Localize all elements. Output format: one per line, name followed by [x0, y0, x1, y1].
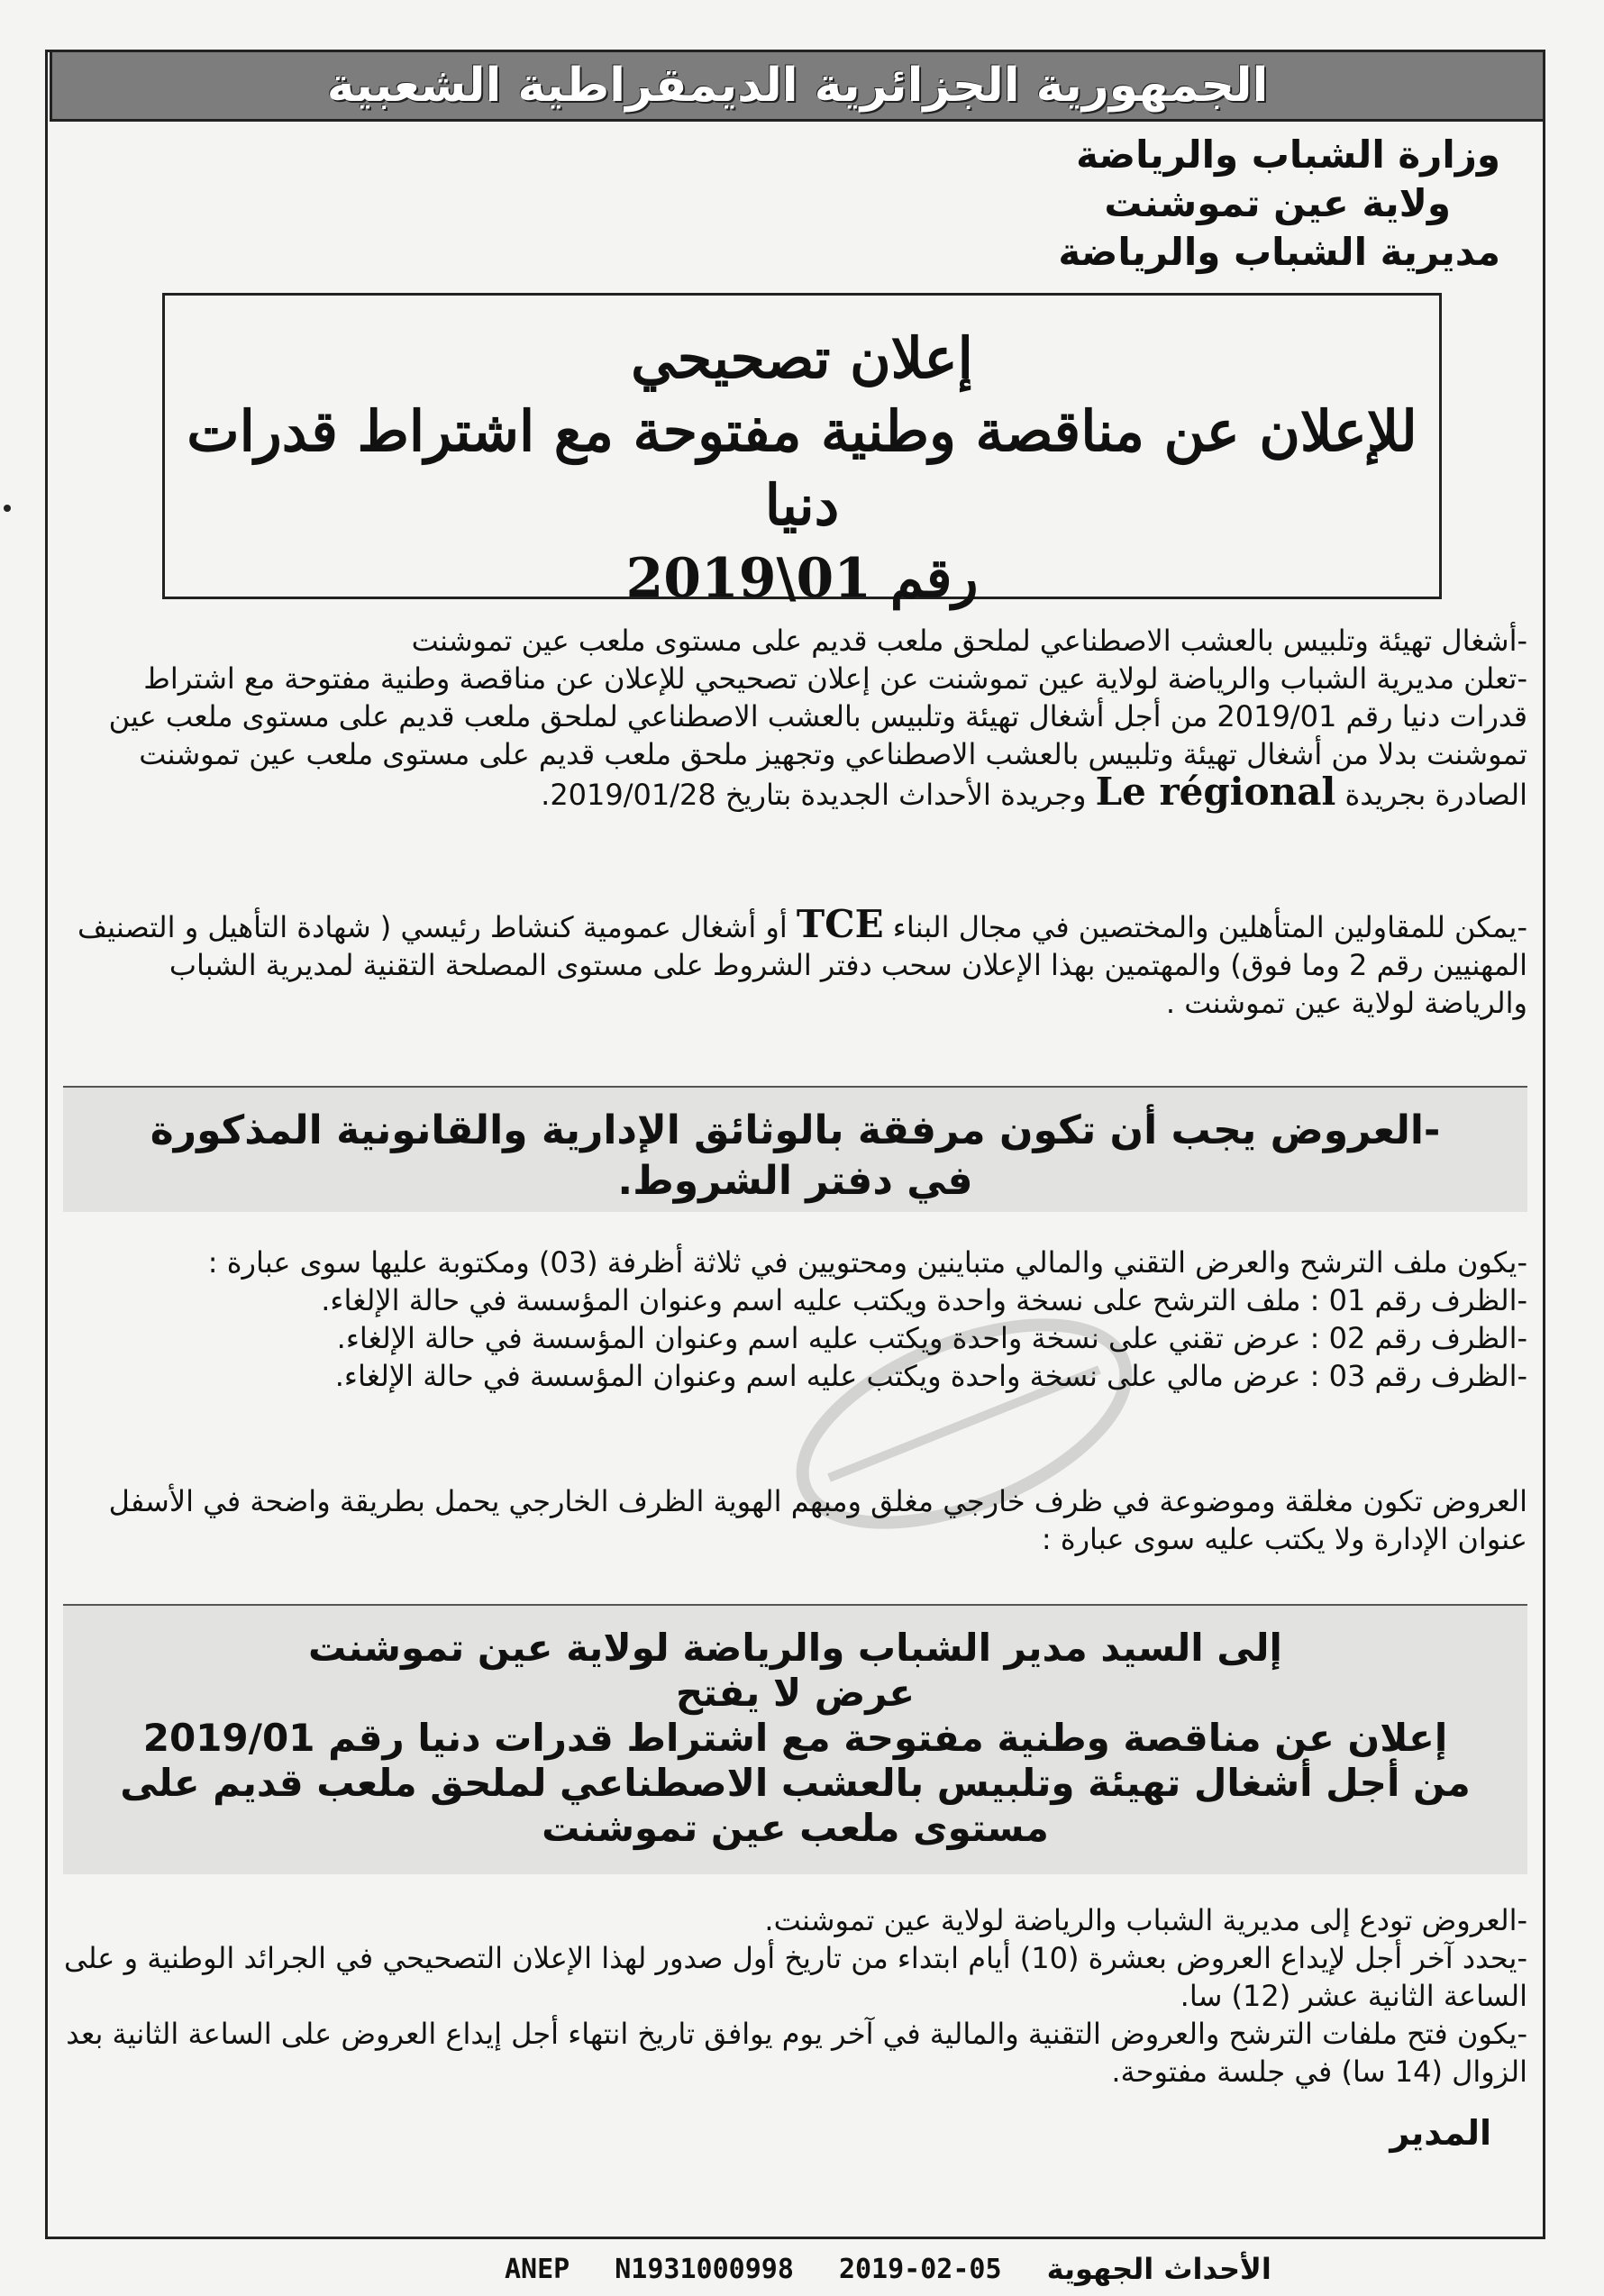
wilaya-line: ولاية عين تموشنت	[1104, 181, 1451, 225]
documents-notice	[63, 1086, 1527, 1212]
opening-paragraph: -يكون فتح ملفات الترشح والعروض التقنية والمالية في آخر يوم يوافق تاريخ انتهاء أجل إيداع العروض على الساعة الثانية بعد الزوال (14 سا) في جلسة مفتوحة.	[66, 2017, 1527, 2089]
republic-banner: الجمهورية الجزائرية الديمقراطية الشعبية	[50, 50, 1545, 122]
reference-number: N1931000998	[615, 2253, 794, 2285]
location-line: مستوى ملعب عين تموشنت	[542, 1806, 1049, 1850]
envelopes-intro: -يكون ملف الترشح والعرض التقني والمالي متباينين ومحتويين في ثلاثة أظرفة (03) ومكتوبة عليها سوى عبارة :	[207, 1245, 1527, 1280]
project-line: -أشغال تهيئة وتلبيس بالعشب الاصطناعي لملحق ملعب قديم على مستوى ملعب عين تموشنت	[411, 624, 1527, 658]
documents-notice-line2: في دفتر الشروط.	[617, 1158, 973, 1204]
director-signature: المدير	[1390, 2113, 1491, 2153]
envelope-3: -الظرف رقم 03 : عرض مالي على نسخة واحدة ويكتب عليه اسم وعنوان المؤسسة في حالة الإلغاء.	[334, 1359, 1527, 1393]
envelope-1: -الظرف رقم 01 : ملف الترشح على نسخة واحدة ويكتب عليه اسم وعنوان المؤسسة في حالة الإلغاء.	[321, 1283, 1527, 1317]
publication-date: 2019-02-05	[838, 2253, 1002, 2285]
agency-code: ANEP	[505, 2253, 570, 2285]
outer-envelope-label	[63, 1604, 1527, 1874]
closing-section	[63, 1901, 1527, 2091]
outer-envelope-section	[63, 1482, 1527, 1558]
notice-title: إعلان تصحيحي	[631, 325, 973, 391]
newspaper-name: Le régional	[1095, 770, 1336, 814]
eligibility-text-b: أو أشغال عمومية كنشاط رئيسي ( شهادة التأهيل و التصنيف المهنيين رقم 2 وما فوق) والمهتمين بهذا الإعلان سحب دفتر الشروط على مستوى المصلحة التقنية لمديرية الشباب والرياضة لولاية عين تموشنت .	[77, 910, 1527, 1020]
documents-notice-line1: -العروض يجب أن تكون مرفقة بالوثائق الإدارية والقانونية المذكورة	[150, 1107, 1441, 1153]
tender-reference-line: إعلان عن مناقصة وطنية مفتوحة مع اشتراط قدرات دنيا رقم 2019/01	[142, 1716, 1448, 1760]
do-not-open-line: عرض لا يفتح	[675, 1671, 916, 1715]
correction-text-b: وجريدة الأحداث الجديدة بتاريخ 2019/01/28.	[541, 778, 1087, 812]
tce-label: TCE	[796, 902, 884, 946]
outer-envelope-text: العروض تكون مغلقة وموضوعة في ظرف خارجي مغلق ومبهم الهوية الظرف الخارجي يحمل بطريقة واضحة في الأسفل عنوان الإدارة ولا يكتب عليه سوى عبارة :	[108, 1484, 1527, 1556]
directorate-line: مديرية الشباب والرياضة	[1058, 230, 1500, 274]
title-box	[162, 293, 1442, 610]
addressee-line: إلى السيد مدير الشباب والرياضة لولاية عين تموشنت	[308, 1626, 1282, 1670]
ministry-header	[870, 131, 1500, 277]
intro-section	[63, 622, 1527, 814]
scan-edge-mark	[4, 505, 11, 512]
works-line: من أجل أشغال تهيئة وتلبيس بالعشب الاصطناعي لملحق ملعب قديم على	[120, 1761, 1471, 1805]
footer	[505, 2249, 1316, 2289]
envelopes-section	[63, 1244, 1527, 1395]
eligibility-section	[63, 902, 1527, 1022]
deposit-line: -العروض تودع إلى مديرية الشباب والرياضة لولاية عين تموشنت.	[764, 1903, 1527, 1937]
eligibility-paragraph	[63, 902, 1527, 1022]
ministry-line: وزارة الشباب والرياضة	[1076, 132, 1500, 177]
notice-number: رقم 01\2019	[625, 547, 979, 610]
correction-text-a: -تعلن مديرية الشباب والرياضة لولاية عين تموشنت عن إعلان تصحيحي للإعلان عن مناقصة وطنية مفتوحة مع اشتراط قدرات دنيا رقم 2019/01 من أجل أشغال تهيئة وتلبيس بالعشب الاصطناعي لملحق ملعب قديم على مستوى ملعب عين تموشنت بدلا من أشغال تهيئة وتلبيس بالعشب الاصطناعي وتجهيز ملحق ملعب قديم على مستوى ملعب عين تموشنت الصادرة بجريدة	[108, 661, 1527, 812]
eligibility-text-a: -يمكن للمقاولين المتأهلين والمختصين في مجال البناء	[892, 910, 1527, 944]
notice-subtitle: للإعلان عن مناقصة وطنية مفتوحة مع اشتراط قدرات دنيا	[187, 398, 1417, 538]
envelope-2: -الظرف رقم 02 : عرض تقني على نسخة واحدة ويكتب عليه اسم وعنوان المؤسسة في حالة الإلغاء.	[336, 1321, 1527, 1355]
correction-paragraph	[63, 660, 1527, 814]
deadline-paragraph: -يحدد آخر أجل لإيداع العروض بعشرة (10) أيام ابتداء من تاريخ أول صدور لهذا الإعلان التصحيحي في الجرائد الوطنية و على الساعة الثانية عشر (12) سا.	[64, 1941, 1527, 2013]
newspaper-title: الأحداث الجهوية	[1046, 2252, 1271, 2286]
